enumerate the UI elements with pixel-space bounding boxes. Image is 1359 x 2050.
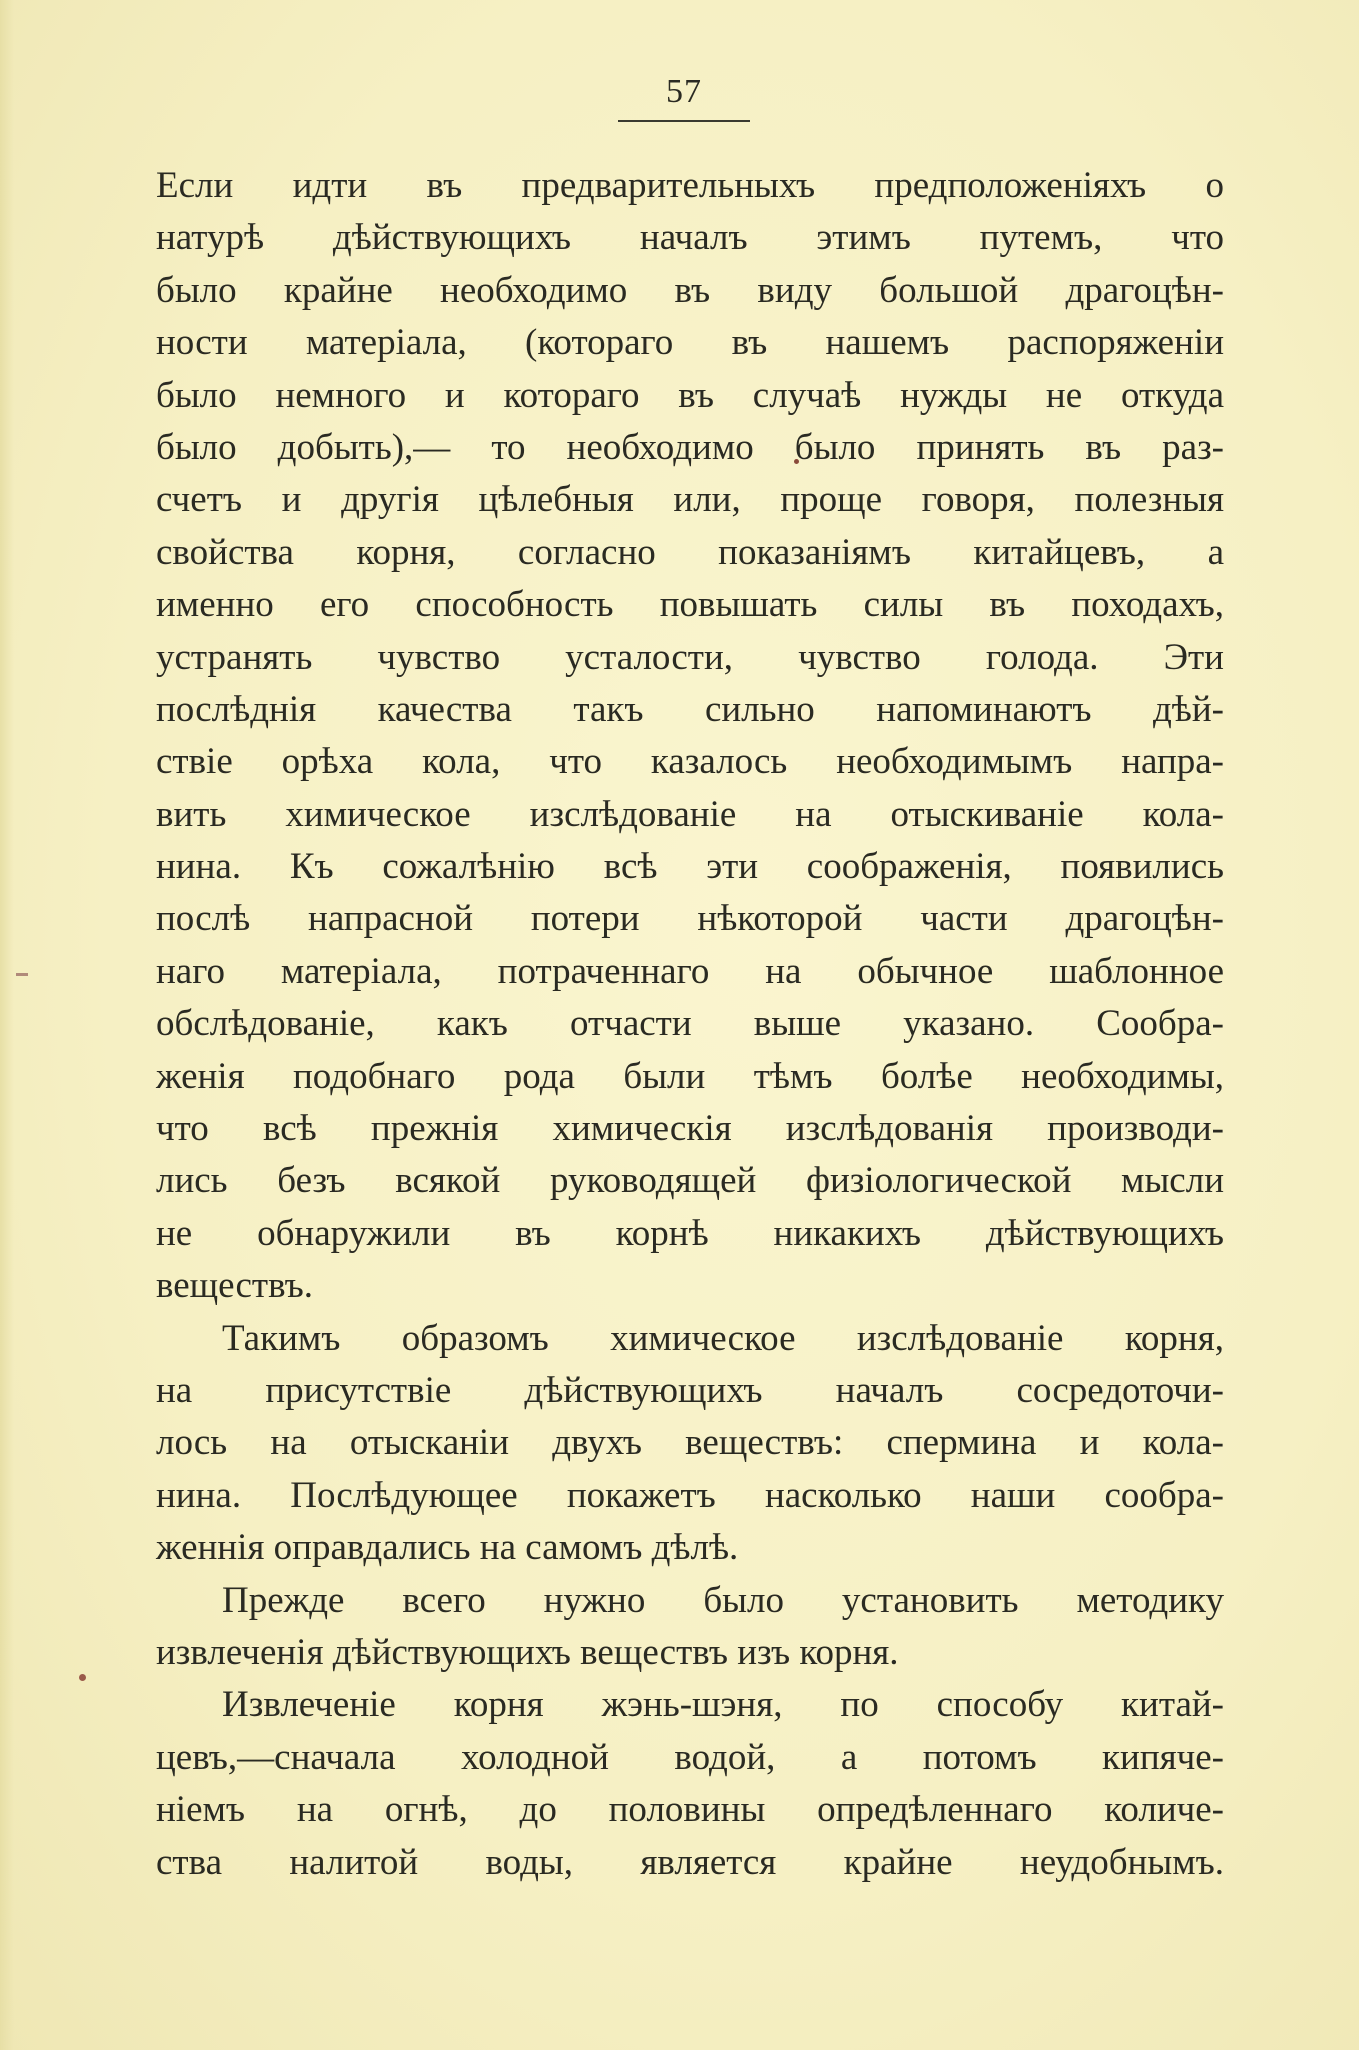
paragraph (156, 1313, 1224, 1575)
text-line: наго матеріала, потраченнаго на обычное шаблонное (156, 950, 1224, 992)
text-line: ствіе орѣха кола, что казалось необходимымъ напра- (156, 741, 1224, 783)
text-line: натурѣ дѣйствующихъ началъ этимъ путемъ, что (156, 217, 1224, 259)
text-line: вить химическое изслѣдованіе на отыскиваніе кола- (156, 793, 1224, 835)
text-line: извлеченія дѣйствующихъ веществъ изъ корня. (156, 1631, 899, 1673)
text-line: ности матеріала, (котораго въ нашемъ распоряженіи (156, 322, 1224, 364)
text-line: лось на отысканіи двухъ веществъ: спермина и кола- (156, 1422, 1224, 1464)
text-line: счетъ и другія цѣлебныя или, проще говоря, полезныя (156, 479, 1224, 521)
text-line: Извлеченіе корня жэнь-шэня, по способу китай- (222, 1684, 1224, 1726)
text-line: было крайне необходимо въ виду большой драгоцѣн- (156, 269, 1224, 311)
page-number: 57 (666, 73, 702, 110)
text-line: обслѣдованіе, какъ отчасти выше указано. Сообра- (156, 1003, 1224, 1045)
paragraph (156, 1575, 1224, 1680)
text-line: Если идти въ предварительныхъ предположеніяхъ о (156, 165, 1224, 206)
text-line: что всѣ прежнія химическія изслѣдованія производи- (156, 1108, 1224, 1150)
text-line: на присутствіе дѣйствующихъ началъ сосредоточи- (156, 1369, 1224, 1411)
text-line: свойства корня, согласно показаніямъ китайцевъ, а (156, 531, 1224, 573)
margin-mark (16, 973, 28, 976)
body-text (156, 160, 1224, 1889)
text-line: женія подобнаго рода были тѣмъ болѣе необходимы, (156, 1055, 1224, 1097)
text-line: послѣднія качества такъ сильно напоминаютъ дѣй- (156, 688, 1224, 730)
margin-mark (79, 1674, 86, 1681)
text-line: Прежде всего нужно было установить методику (222, 1579, 1224, 1621)
page-edge-shadow (0, 0, 14, 2050)
text-line: послѣ напрасной потери нѣкоторой части драгоцѣн- (156, 898, 1224, 940)
paragraph (156, 160, 1224, 1313)
page-number-rule (618, 120, 750, 122)
text-line: ніемъ на огнѣ, до половины опредѣленнаго количе- (156, 1789, 1224, 1831)
text-line: было немного и котораго въ случаѣ нужды не откуда (156, 374, 1224, 416)
text-line: ства налитой воды, является крайне неудобнымъ. (156, 1841, 1224, 1883)
text-line: лись безъ всякой руководящей физіологической мысли (156, 1160, 1224, 1202)
text-line: веществъ. (156, 1265, 314, 1307)
text-line: устранять чувство усталости, чувство голода. Эти (156, 636, 1224, 678)
text-line: не обнаружили въ корнѣ никакихъ дѣйствующихъ (156, 1212, 1224, 1254)
text-line: именно его способность повышать силы въ походахъ, (156, 584, 1224, 626)
text-line: было добыть),— то необходимо было принять въ раз- (156, 426, 1224, 468)
text-line: нина. Послѣдующее покажетъ насколько наши сообра- (156, 1474, 1224, 1516)
text-line: Такимъ образомъ химическое изслѣдованіе корня, (222, 1317, 1224, 1359)
text-line: цевъ,—сначала холодной водой, а потомъ кипяче- (156, 1736, 1224, 1778)
text-line: нина. Къ сожалѣнію всѣ эти соображенія, появились (156, 846, 1224, 888)
paragraph (156, 1679, 1224, 1889)
page-header (618, 72, 750, 122)
text-line: женнія оправдались на самомъ дѣлѣ. (156, 1527, 739, 1569)
